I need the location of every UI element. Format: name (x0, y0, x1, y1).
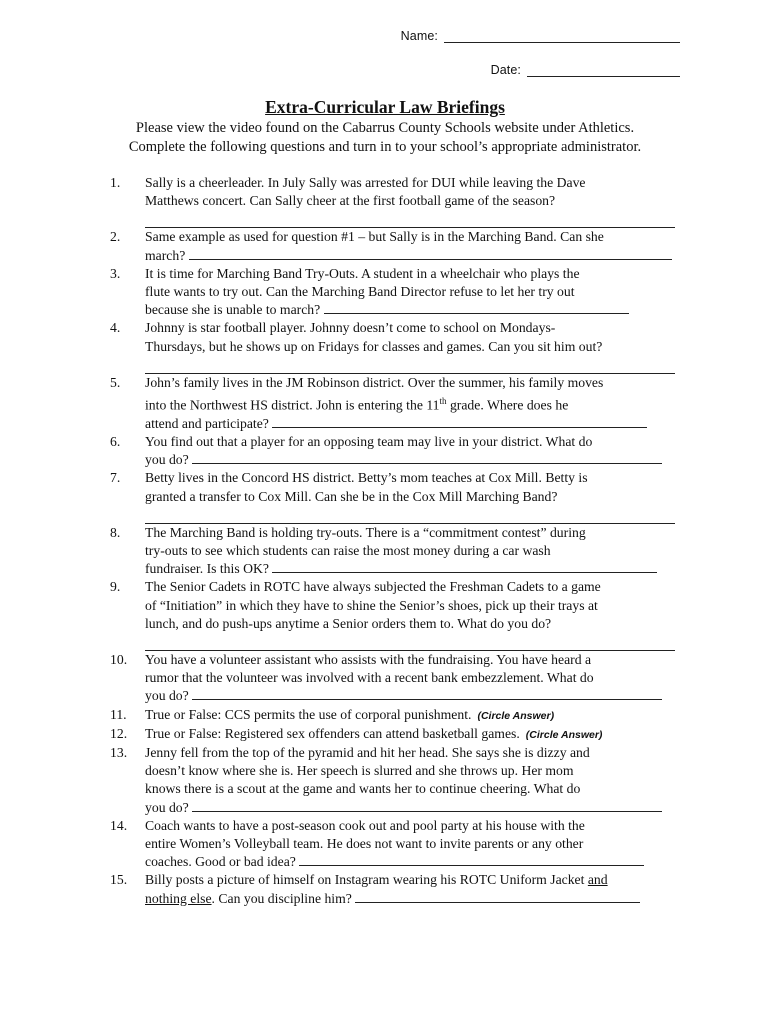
ordinal-suffix: th (439, 396, 447, 407)
question-number: 7. (110, 470, 121, 486)
question-text-line: Thursdays, but he shows up on Fridays for classes and games. Can you sit him out? (145, 338, 603, 354)
question-number: 2. (110, 229, 121, 245)
circle-answer-note: (Circle Answer) (525, 728, 603, 741)
question-text-line: coaches. Good or bad idea? (145, 854, 296, 870)
question-10 (110, 651, 680, 706)
question-list (110, 174, 680, 908)
question-text-line: Jenny fell from the top of the pyramid and hit her head. She says she is dizzy and (145, 745, 590, 761)
question-1 (110, 174, 680, 228)
question-text-line: Coach wants to have a post-season cook out and pool party at his house with the (145, 817, 585, 833)
question-number: 11. (110, 706, 127, 722)
underlined-text: and (587, 872, 608, 888)
question-text-line: Billy posts a picture of himself on Instagram wearing his ROTC Uniform Jacket (145, 872, 588, 888)
intro-line: Complete the following questions and turn in to your school’s appropriate administrator. (128, 139, 642, 155)
question-text-line: Johnny is star football player. Johnny doesn’t come to school on Mondays- (145, 320, 556, 336)
answer-blank[interactable] (145, 356, 675, 374)
question-5 (110, 374, 680, 433)
answer-blank[interactable] (192, 687, 662, 700)
question-text-line: of “Initiation” in which they have to shine the Senior’s shoes, pick up their trays at (145, 597, 598, 613)
question-4 (110, 319, 680, 373)
circle-answer-note: (Circle Answer) (477, 709, 555, 722)
answer-blank[interactable] (189, 247, 672, 260)
question-text-line: try-outs to see which students can raise the most money during a car wash (145, 543, 551, 559)
question-15 (110, 871, 680, 907)
answer-blank[interactable] (145, 210, 675, 228)
question-2 (110, 228, 680, 264)
question-text-line: because she is unable to march? (145, 302, 321, 318)
question-text-line: Matthews concert. Can Sally cheer at the first football game of the season? (145, 193, 556, 209)
question-text-line: Sally is a cheerleader. In July Sally was arrested for DUI while leaving the Dave (145, 175, 586, 190)
question-number: 5. (110, 374, 121, 390)
question-text-line: fundraiser. Is this OK? (145, 561, 269, 577)
question-8 (110, 524, 680, 579)
question-text-line: grade. Where does he (446, 397, 569, 413)
question-number: 9. (110, 579, 121, 595)
answer-blank[interactable] (272, 560, 657, 573)
question-number: 8. (110, 524, 121, 540)
answer-blank[interactable] (145, 506, 675, 524)
answer-blank[interactable] (145, 633, 675, 651)
name-line (401, 29, 680, 43)
question-14 (110, 817, 680, 872)
answer-blank[interactable] (192, 799, 662, 812)
name-blank[interactable] (444, 30, 680, 43)
question-text-line: attend and participate? (145, 415, 269, 431)
question-text-line: The Senior Cadets in ROTC have always subjected the Freshman Cadets to a game (145, 579, 601, 595)
intro-line: Please view the video found on the Cabarrus County Schools website under Athletics. (135, 120, 635, 136)
question-text-line: John’s family lives in the JM Robinson district. Over the summer, his family moves (145, 374, 604, 390)
question-7 (110, 469, 680, 523)
question-text-line: You have a volunteer assistant who assists with the fundraising. You have heard a (145, 652, 592, 668)
page-title: Extra-Curricular Law Briefings (265, 97, 505, 117)
question-number: 6. (110, 434, 121, 449)
question-11 (110, 706, 680, 725)
question-number: 3. (110, 265, 121, 281)
question-text-line: It is time for Marching Band Try-Outs. A student in a wheelchair who plays the (145, 265, 580, 281)
question-text-line: True or False: CCS permits the use of corporal punishment. (145, 706, 472, 722)
question-text-line: The Marching Band is holding try-outs. There is a “commitment contest” during (145, 524, 586, 540)
question-text-line: you do? (145, 452, 189, 468)
question-3 (110, 265, 680, 320)
question-number: 4. (110, 320, 121, 336)
question-number: 14. (110, 817, 128, 833)
question-text-line: . Can you discipline him? (211, 890, 352, 906)
intro-paragraph (0, 119, 770, 157)
question-text-line: flute wants to try out. Can the Marching Band Director refuse to let her try out (145, 284, 575, 300)
underlined-text: nothing else (145, 890, 212, 906)
answer-blank[interactable] (324, 301, 629, 314)
question-number: 12. (110, 725, 128, 741)
answer-blank[interactable] (272, 415, 647, 428)
answer-blank[interactable] (192, 451, 662, 464)
question-text-line: rumor that the volunteer was involved with a recent bank embezzlement. What do (145, 670, 594, 686)
question-12 (110, 725, 680, 744)
question-text-line: knows there is a scout at the game and wants her to continue cheering. What do (145, 781, 581, 797)
question-text-line: into the Northwest HS district. John is entering the 11 (145, 397, 440, 413)
question-text-line: Same example as used for question #1 – but Sally is in the Marching Band. Can she (145, 229, 604, 245)
question-9 (110, 578, 680, 651)
question-text-line: True or False: Registered sex offenders can attend basketball games. (145, 725, 520, 741)
question-text-line: doesn’t know where she is. Her speech is slurred and she throws up. Her mom (145, 763, 574, 779)
question-text-line: march? (145, 247, 186, 263)
question-text-line: You find out that a player for an opposing team may live in your district. What do (145, 434, 593, 449)
question-text-line: lunch, and do push-ups anytime a Senior orders them to. What do you do? (145, 615, 552, 631)
answer-blank[interactable] (355, 890, 640, 903)
question-text-line: entire Women’s Volleyball team. He does not want to invite parents or any other (145, 836, 584, 852)
question-13 (110, 744, 680, 817)
question-number: 1. (110, 175, 121, 190)
question-text-line: granted a transfer to Cox Mill. Can she be in the Cox Mill Marching Band? (145, 488, 558, 504)
question-6 (110, 433, 680, 469)
question-text-line: you do? (145, 688, 189, 704)
answer-blank[interactable] (299, 853, 644, 866)
date-label: Date: (490, 63, 521, 77)
name-label: Name: (400, 29, 438, 43)
question-text-line: Betty lives in the Concord HS district. Betty’s mom teaches at Cox Mill. Betty is (145, 470, 588, 486)
question-number: 13. (110, 745, 128, 761)
date-blank[interactable] (527, 64, 680, 77)
question-number: 10. (110, 652, 128, 668)
question-text-line: you do? (145, 799, 189, 815)
date-line (491, 63, 680, 77)
question-number: 15. (110, 872, 128, 888)
